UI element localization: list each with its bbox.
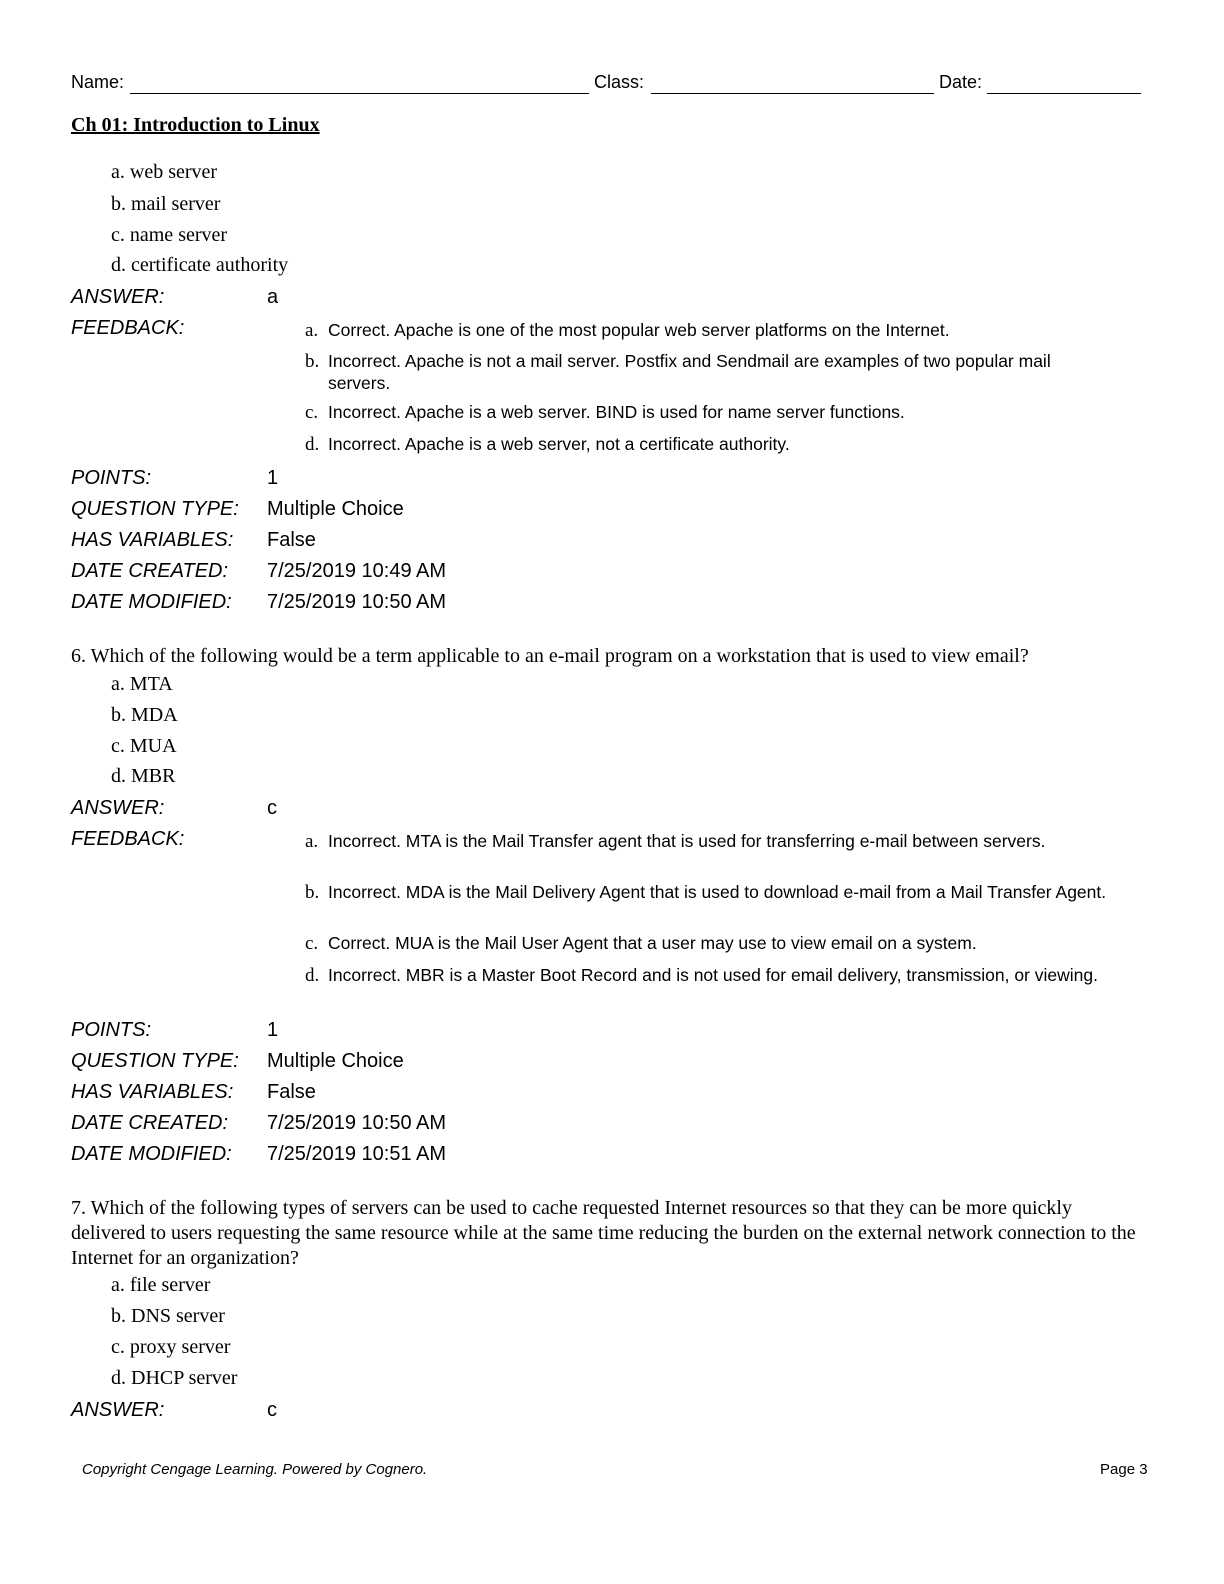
q5-created-label: DATE CREATED: bbox=[71, 560, 229, 582]
q5-hasvar-value: False bbox=[267, 529, 316, 551]
q6-hasvar-label: HAS VARIABLES: bbox=[71, 1081, 234, 1103]
feedback-text: Incorrect. MTA is the Mail Transfer agent that is used for transferring e-mail between servers. bbox=[328, 831, 1046, 851]
q5-modified-label: DATE MODIFIED: bbox=[71, 591, 232, 613]
q5-feedback-d bbox=[305, 433, 1105, 456]
q5-option-b: b. mail server bbox=[111, 193, 221, 215]
q5-feedback-c bbox=[305, 401, 1105, 424]
q7-option-b: b. DNS server bbox=[111, 1305, 225, 1327]
q6-points-value: 1 bbox=[267, 1019, 279, 1041]
name-blank-line bbox=[130, 93, 589, 94]
q6-answer-value: c bbox=[267, 797, 277, 819]
q6-qtype-value: Multiple Choice bbox=[267, 1050, 404, 1072]
q5-points-value: 1 bbox=[267, 467, 279, 489]
q5-option-d: d. certificate authority bbox=[111, 254, 289, 276]
q7-question-text: 7. Which of the following types of servers can be used to cache requested Internet resources so that they can be more quickly delivered to users requesting the same resource while at the same time reducing the burden on the external network connection to the Internet for an organization? bbox=[71, 1197, 1136, 1269]
q6-feedback-a bbox=[305, 830, 1105, 853]
q6-created-label: DATE CREATED: bbox=[71, 1112, 229, 1134]
feedback-text: Incorrect. Apache is a web server, not a certificate authority. bbox=[328, 434, 790, 454]
feedback-text: Incorrect. MDA is the Mail Delivery Agent that is used to download e-mail from a Mail Transfer Agent. bbox=[328, 882, 1107, 902]
feedback-letter: c. bbox=[305, 933, 319, 954]
q6-option-d: d. MBR bbox=[111, 765, 176, 787]
feedback-text: Correct. MUA is the Mail User Agent that a user may use to view email on a system. bbox=[328, 933, 977, 953]
feedback-letter: a. bbox=[305, 320, 319, 341]
class-label: Class: bbox=[594, 72, 645, 92]
q6-option-a: a. MTA bbox=[111, 673, 173, 695]
q5-qtype-label: QUESTION TYPE: bbox=[71, 498, 239, 520]
feedback-text: Correct. Apache is one of the most popular web server platforms on the Internet. bbox=[328, 320, 950, 340]
feedback-text: Incorrect. Apache is not a mail server. Postfix and Sendmail are examples of two popular mail servers. bbox=[328, 351, 1051, 393]
q6-qtype-label: QUESTION TYPE: bbox=[71, 1050, 239, 1072]
feedback-letter: b. bbox=[305, 351, 320, 372]
q5-hasvar-label: HAS VARIABLES: bbox=[71, 529, 234, 551]
q5-modified-value: 7/25/2019 10:50 AM bbox=[267, 591, 447, 613]
q5-feedback-label: FEEDBACK: bbox=[71, 317, 185, 339]
q7-option-d: d. DHCP server bbox=[111, 1367, 238, 1389]
name-label: Name: bbox=[71, 72, 125, 92]
footer-page-number: Page 3 bbox=[1100, 1461, 1148, 1478]
q6-feedback-b bbox=[305, 881, 1105, 904]
q6-hasvar-value: False bbox=[267, 1081, 316, 1103]
feedback-letter: c. bbox=[305, 402, 319, 423]
q5-created-value: 7/25/2019 10:49 AM bbox=[267, 560, 447, 582]
feedback-text: Incorrect. MBR is a Master Boot Record and is not used for email delivery, transmission, or viewing. bbox=[328, 965, 1098, 985]
feedback-letter: d. bbox=[305, 965, 320, 986]
q6-answer-label: ANSWER: bbox=[71, 797, 165, 819]
footer-copyright: Copyright Cengage Learning. Powered by Cognero. bbox=[82, 1461, 428, 1478]
feedback-letter: b. bbox=[305, 882, 320, 903]
q6-feedback-d bbox=[305, 964, 1105, 987]
class-blank-line bbox=[651, 93, 934, 94]
q5-answer-value: a bbox=[267, 286, 279, 308]
chapter-title: Ch 01: Introduction to Linux bbox=[71, 114, 320, 136]
q6-option-c: c. MUA bbox=[111, 735, 177, 757]
q6-modified-value: 7/25/2019 10:51 AM bbox=[267, 1143, 447, 1165]
q5-qtype-value: Multiple Choice bbox=[267, 498, 404, 520]
student-header bbox=[71, 72, 1141, 98]
q6-modified-label: DATE MODIFIED: bbox=[71, 1143, 232, 1165]
q6-points-label: POINTS: bbox=[71, 1019, 152, 1041]
q5-option-a: a. web server bbox=[111, 161, 218, 183]
q6-option-b: b. MDA bbox=[111, 704, 178, 726]
q7-option-a: a. file server bbox=[111, 1274, 211, 1296]
q7-answer-label: ANSWER: bbox=[71, 1399, 165, 1421]
q5-option-c: c. name server bbox=[111, 224, 228, 246]
q5-feedback-a bbox=[305, 319, 1105, 342]
q7-answer-value: c bbox=[267, 1399, 277, 1421]
date-blank-line bbox=[987, 93, 1141, 94]
q6-question-text: 6. Which of the following would be a term applicable to an e-mail program on a workstation that is used to view email? bbox=[71, 645, 1029, 667]
feedback-letter: a. bbox=[305, 831, 319, 852]
q6-created-value: 7/25/2019 10:50 AM bbox=[267, 1112, 447, 1134]
feedback-text: Incorrect. Apache is a web server. BIND is used for name server functions. bbox=[328, 402, 905, 422]
q7-option-c: c. proxy server bbox=[111, 1336, 231, 1358]
q6-feedback-c bbox=[305, 932, 1105, 955]
date-label: Date: bbox=[939, 72, 983, 92]
q5-feedback-b bbox=[305, 350, 1105, 393]
q5-points-label: POINTS: bbox=[71, 467, 152, 489]
q5-answer-label: ANSWER: bbox=[71, 286, 165, 308]
q6-feedback-label: FEEDBACK: bbox=[71, 828, 185, 850]
feedback-letter: d. bbox=[305, 434, 320, 455]
